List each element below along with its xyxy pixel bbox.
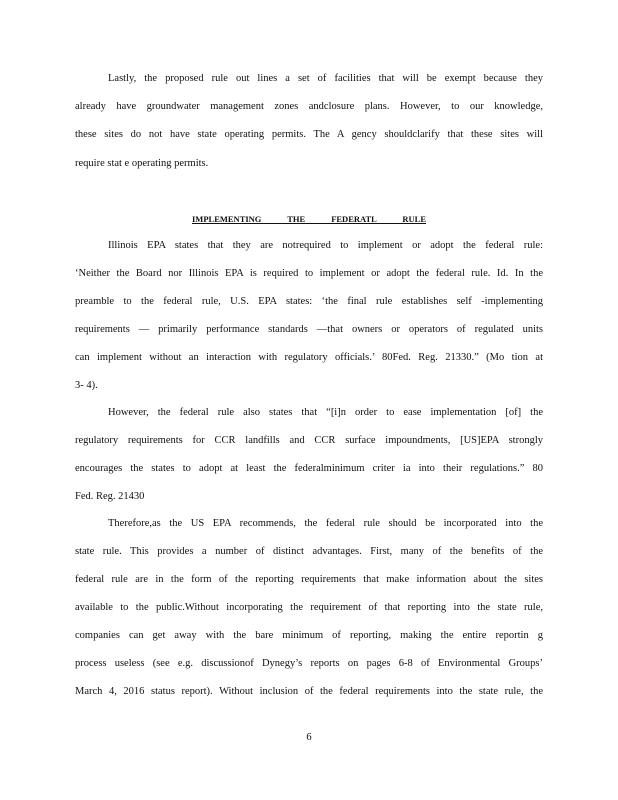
paragraph-line: encourages the states to adopt at least the federalminimum criter ia into their regulations.” 80 — [75, 463, 543, 474]
paragraph-line: available to the public.Without incorporating the requirement of that reporting into the state rule, — [75, 602, 543, 613]
paragraph-line: requirements — primarily performance standards —that owners or operators of regulated units — [75, 324, 543, 335]
paragraph-line: Lastly, the proposed rule out lines a set of facilities that will be exempt because they — [108, 73, 543, 84]
paragraph-line: can implement without an interaction with regulatory officials.’ 80Fed. Reg. 21330.” (Mo tion at — [75, 352, 543, 363]
paragraph-line: However, the federal rule also states that “[i]n order to ease implementation [of] the — [108, 407, 543, 418]
paragraph-line: regulatory requirements for CCR landfills and CCR surface impoundments, [US]EPA strongly — [75, 435, 543, 446]
page-number: 6 — [306, 732, 312, 743]
paragraph-line: require stat e operating permits. — [75, 158, 209, 169]
paragraph-line: Fed. Reg. 21430 — [75, 491, 145, 502]
paragraph-line: Therefore,as the US EPA recommends, the federal rule should be incorporated into the — [108, 518, 543, 529]
paragraph-line: already have groundwater management zones andclosure plans. However, to our knowledge, — [75, 101, 543, 112]
paragraph-line: process useless (see e.g. discussionof Dynegy’s reports on pages 6-8 of Environmental Groups’ — [75, 658, 543, 669]
paragraph-line: state rule. This provides a number of distinct advantages. First, many of the benefits of the — [75, 546, 543, 557]
paragraph-line: ‘Neither the Board nor Illinois EPA is required to implement or adopt the federal rule. Id. In the — [75, 268, 543, 279]
paragraph-line: March 4, 2016 status report). Without inclusion of the federal requirements into the state rule, the — [75, 686, 543, 697]
paragraph-line: Illinois EPA states that they are notrequired to implement or adopt the federal rule: — [108, 240, 543, 251]
paragraph-line: 3- 4). — [75, 380, 98, 391]
paragraph-line: federal rule are in the form of the reporting requirements that make information about the sites — [75, 574, 543, 585]
section-heading: IMPLEMENTING THE FEDERATL RULE — [192, 214, 426, 224]
paragraph-line: preamble to the federal rule, U.S. EPA states: ‘the final rule establishes self -implementing — [75, 296, 543, 307]
paragraph-line: these sites do not have state operating permits. The A gency shouldclarify that these sites will — [75, 129, 543, 140]
paragraph-line: companies can get away with the bare minimum of reporting, making the entire reportin g — [75, 630, 543, 641]
